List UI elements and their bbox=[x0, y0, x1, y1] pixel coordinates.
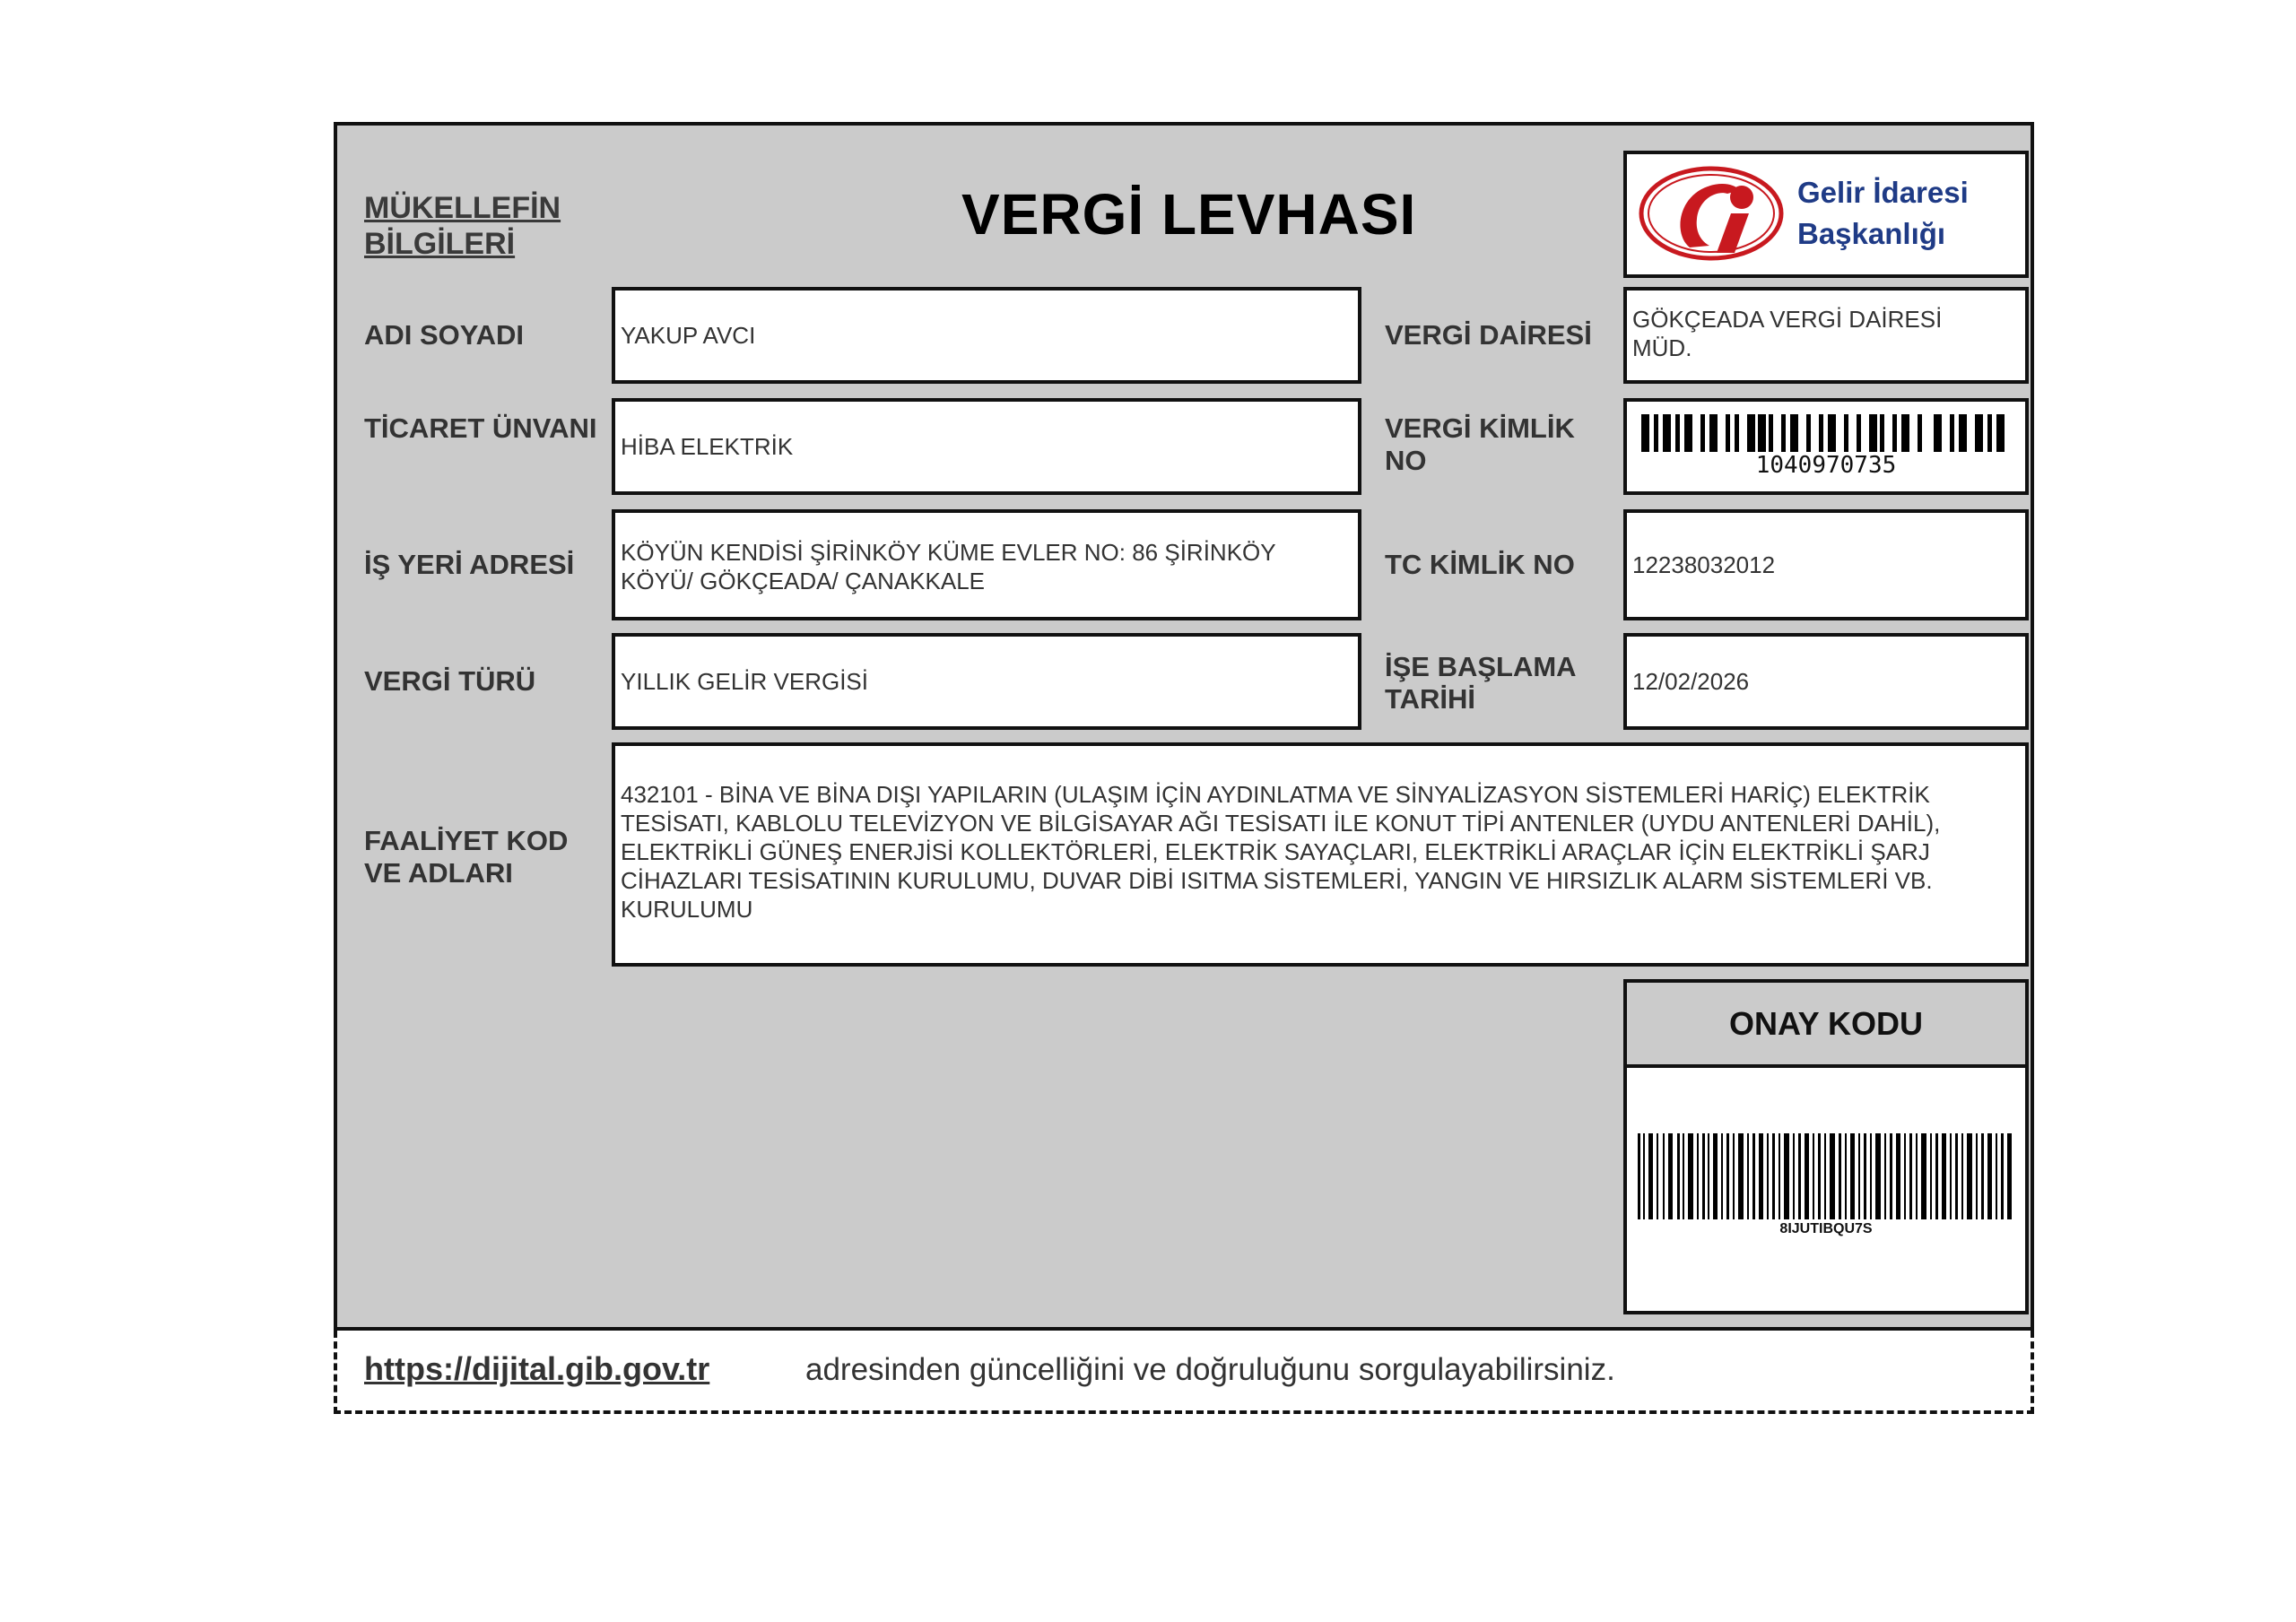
field-adi-soyadi bbox=[612, 287, 1361, 384]
value-ticaret-unvani: HİBA ELEKTRİK bbox=[621, 433, 794, 460]
value-is-yeri-adresi: KÖYÜN KENDİSİ ŞİRİNKÖY KÜME EVLER NO: 86 ŞİRİNKÖY KÖYÜ/ GÖKÇEADA/ ÇANAKKALE bbox=[621, 539, 1276, 594]
field-vergi-dairesi bbox=[1623, 287, 2029, 384]
value-faaliyet: 432101 - BİNA VE BİNA DIŞI YAPILARIN (ULAŞIM İÇİN AYDINLATMA VE SİNYALİZASYON SİSTEMLERİ HARİÇ) ELEKTRİK TESİSATI, KABLOLU TELEVİZYON VE BİLGİSAYAR AĞI TESİSATI İLE KONUT TİPİ ANTENLER (UYDU ANTENLERİ DAHİL), ELEKTRİKLİ GÜNEŞ ENERJİSİ KOLLEKTÖRLERİ, ELEKTRİK SAYAÇLARI, ELEKTRİKLİ ARAÇLAR İÇİN ELEKTRİKLİ ŞARJ CİHAZLARI TESİSATININ KURULUMU, DUVAR DİBİ ISITMA SİSTEMLERİ, YANGIN VE HIRSIZLIK ALARM SİSTEMLERİ VB. KURULUMU bbox=[621, 781, 1941, 923]
verification-text: adresinden güncelliğini ve doğruluğunu sorgulayabilirsiniz. bbox=[805, 1352, 1615, 1387]
verification-footer bbox=[334, 1331, 2034, 1414]
label-tc-kimlik-no: TC KİMLİK NO bbox=[1385, 549, 1575, 580]
onay-kodu-box bbox=[1623, 979, 2029, 1314]
label-vergi-turu: VERGİ TÜRÜ bbox=[364, 665, 536, 697]
field-ticaret-unvani bbox=[612, 398, 1361, 495]
field-vergi-kimlik-no bbox=[1623, 398, 2029, 495]
label-ise-baslama-tarihi: İŞE BAŞLAMA TARİHİ bbox=[1385, 651, 1576, 715]
label-vergi-kimlik-no: VERGİ KİMLİK NO bbox=[1385, 412, 1575, 476]
logo-text-line2: Başkanlığı bbox=[1797, 217, 1946, 250]
onay-kodu-title: ONAY KODU bbox=[1627, 983, 2025, 1068]
field-is-yeri-adresi bbox=[612, 509, 1361, 620]
value-vergi-turu: YILLIK GELİR VERGİSİ bbox=[621, 668, 868, 695]
value-vergi-kimlik-no: 1040970735 bbox=[1755, 452, 1897, 479]
value-tc-kimlik-no: 12238032012 bbox=[1632, 551, 1776, 578]
field-faaliyet bbox=[612, 742, 2029, 967]
onay-kodu-barcode bbox=[1638, 1133, 2014, 1219]
tax-certificate-sheet bbox=[334, 122, 2034, 1331]
field-vergi-turu bbox=[612, 633, 1361, 730]
verification-link[interactable]: https://dijital.gib.gov.tr bbox=[364, 1350, 710, 1387]
label-adi-soyadi: ADI SOYADI bbox=[364, 319, 525, 351]
logo-text-line1: Gelir İdaresi bbox=[1797, 176, 1969, 209]
label-vergi-dairesi: VERGİ DAİRESİ bbox=[1385, 319, 1592, 351]
field-tc-kimlik-no bbox=[1623, 509, 2029, 620]
gib-logo-box bbox=[1623, 151, 2029, 278]
value-vergi-dairesi: GÖKÇEADA VERGİ DAİRESİ MÜD. bbox=[1632, 306, 1943, 361]
onay-kodu-value: 8IJUTIBQU7S bbox=[1779, 1221, 1873, 1236]
vergi-kimlik-barcode bbox=[1641, 414, 2009, 452]
field-ise-baslama-tarihi bbox=[1623, 633, 2029, 730]
document-title: VERGİ LEVHASI bbox=[961, 182, 1417, 247]
section-title: MÜKELLEFİN BİLGİLERİ bbox=[364, 191, 561, 261]
label-faaliyet: FAALİYET KOD VE ADLARI bbox=[364, 825, 569, 889]
label-ticaret-unvani: TİCARET ÜNVANI bbox=[364, 412, 597, 444]
gib-logo-icon bbox=[1638, 163, 1785, 264]
label-is-yeri-adresi: İŞ YERİ ADRESİ bbox=[364, 549, 575, 580]
value-ise-baslama-tarihi: 12/02/2026 bbox=[1632, 668, 1750, 695]
value-adi-soyadi: YAKUP AVCI bbox=[621, 322, 756, 349]
